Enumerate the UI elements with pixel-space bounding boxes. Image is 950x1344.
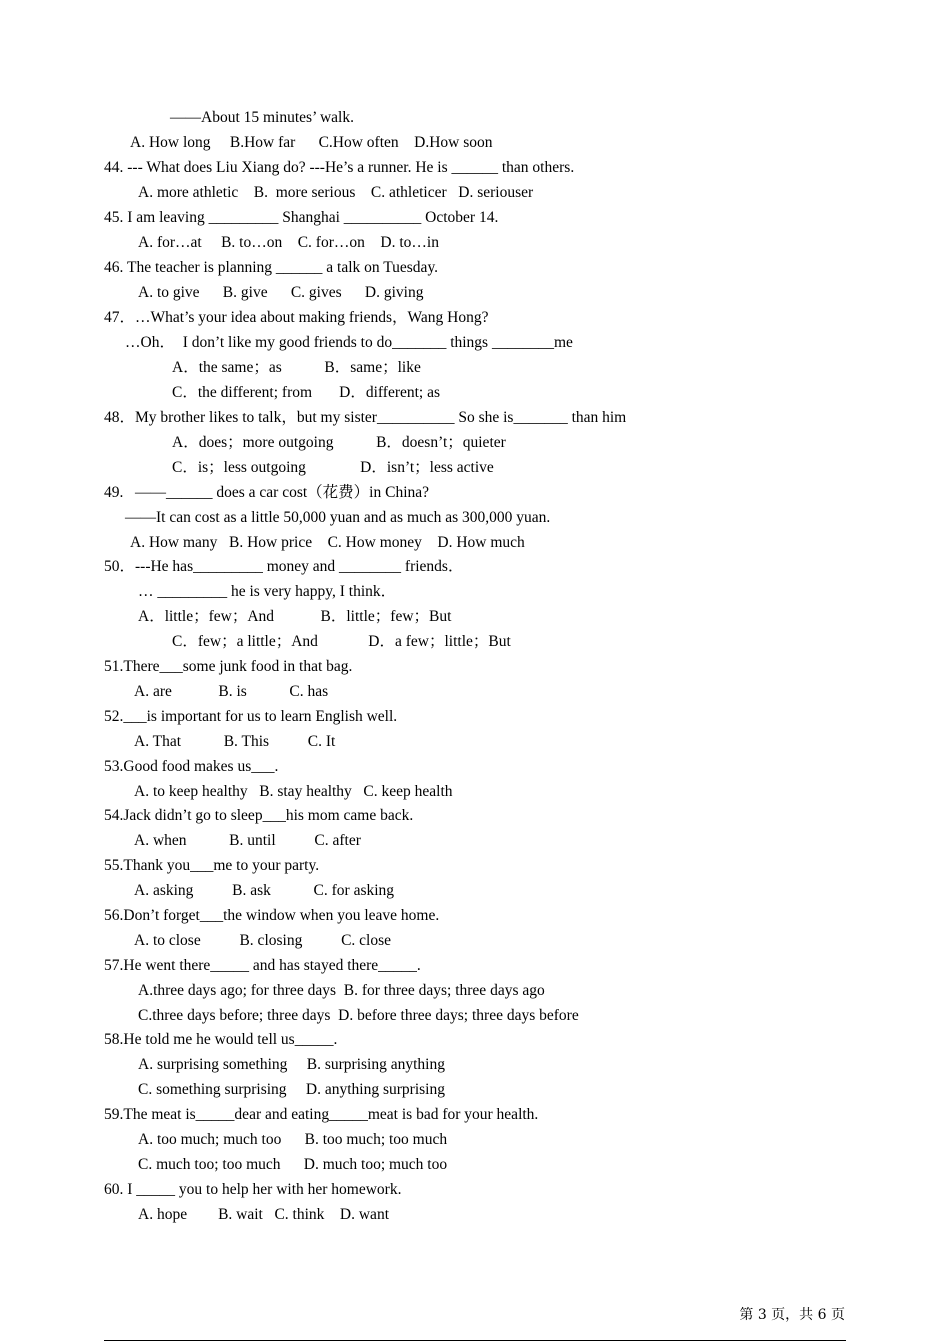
question-55: 55.Thank you___me to your party. xyxy=(104,857,320,874)
question-49: 49. ——______ does a car cost（花费）in China? xyxy=(104,484,430,501)
line-1: ——About 15 minutes’ walk. xyxy=(170,109,354,126)
question-47: 47．…What’s your idea about making friends，Wang Hong? xyxy=(104,309,489,326)
question-58: 58.He told me he would tell us_____. xyxy=(104,1031,338,1048)
options-52: A. That B. This C. It xyxy=(134,733,336,750)
options-48-cd: C．is；less outgoing D．isn’t；less active xyxy=(172,459,494,476)
question-56: 56.Don’t forget___the window when you leave home. xyxy=(104,907,440,924)
options-50-ab: A．little；few；And B．little；few；But xyxy=(138,608,452,625)
question-57: 57.He went there_____ and has stayed there_____. xyxy=(104,957,421,974)
options-55: A. asking B. ask C. for asking xyxy=(134,882,395,899)
options-60: A. hope B. wait C. think D. want xyxy=(138,1206,389,1223)
options-47-cd: C．the different; from D．different; as xyxy=(172,384,441,401)
options-58-cd: C. something surprising D. anything surprising xyxy=(138,1081,445,1098)
question-48: 48．My brother likes to talk，but my sister__________ So she is_______ than him xyxy=(104,409,627,426)
options-47-ab: A．the same；as B．same；like xyxy=(172,359,421,376)
options-44: A. more athletic B. more serious C. athleticer D. seriouser xyxy=(138,184,534,201)
options-51: A. are B. is C. has xyxy=(134,683,329,700)
question-59: 59.The meat is_____dear and eating_____meat is bad for your health. xyxy=(104,1106,539,1123)
footer-rule xyxy=(104,1340,846,1341)
question-50-reply: … _________ he is very happy, I think． xyxy=(138,583,397,600)
options-45: A. for…at B. to…on C. for…on D. to…in xyxy=(138,234,439,251)
options-46: A. to give B. give C. gives D. giving xyxy=(138,284,424,301)
question-54: 54.Jack didn’t go to sleep___his mom came back. xyxy=(104,807,414,824)
options-57-ab: A.three days ago; for three days B. for three days; three days ago xyxy=(138,982,545,999)
options-56: A. to close B. closing C. close xyxy=(134,932,392,949)
question-45: 45. I am leaving _________ Shanghai __________ October 14. xyxy=(104,209,499,226)
page-number: 第 3 页，共 6 页 xyxy=(739,1307,845,1323)
options-48-ab: A．does；more outgoing B．doesn’t；quieter xyxy=(172,434,506,451)
options-54: A. when B. until C. after xyxy=(134,832,361,849)
question-44: 44. --- What does Liu Xiang do? ---He’s a runner. He is ______ than others. xyxy=(104,159,575,176)
question-60: 60. I _____ you to help her with her homework. xyxy=(104,1181,402,1198)
question-47-reply: …Oh． I don’t like my good friends to do_______ things ________me xyxy=(125,334,573,351)
question-52: 52.___is important for us to learn English well. xyxy=(104,708,398,725)
question-51: 51.There___some junk food in that bag. xyxy=(104,658,353,675)
options-50-cd: C．few；a little；And D．a few；little；But xyxy=(172,633,511,650)
question-49-reply: ——It can cost as a little 50,000 yuan and as much as 300,000 yuan. xyxy=(125,509,551,526)
options-53: A. to keep healthy B. stay healthy C. keep health xyxy=(134,783,453,800)
options-49: A. How many B. How price C. How money D. How much xyxy=(130,534,525,551)
question-46: 46. The teacher is planning ______ a talk on Tuesday. xyxy=(104,259,439,276)
question-50: 50．---He has_________ money and ________ friends． xyxy=(104,558,464,575)
options-59-cd: C. much too; too much D. much too; much too xyxy=(138,1156,448,1173)
options-58-ab: A. surprising something B. surprising anything xyxy=(138,1056,445,1073)
options-59-ab: A. too much; much too B. too much; too much xyxy=(138,1131,448,1148)
options-57-cd: C.three days before; three days D. before three days; three days before xyxy=(138,1007,579,1024)
line-2: A. How long B.How far C.How often D.How soon xyxy=(130,134,493,151)
question-53: 53.Good food makes us___. xyxy=(104,758,279,775)
